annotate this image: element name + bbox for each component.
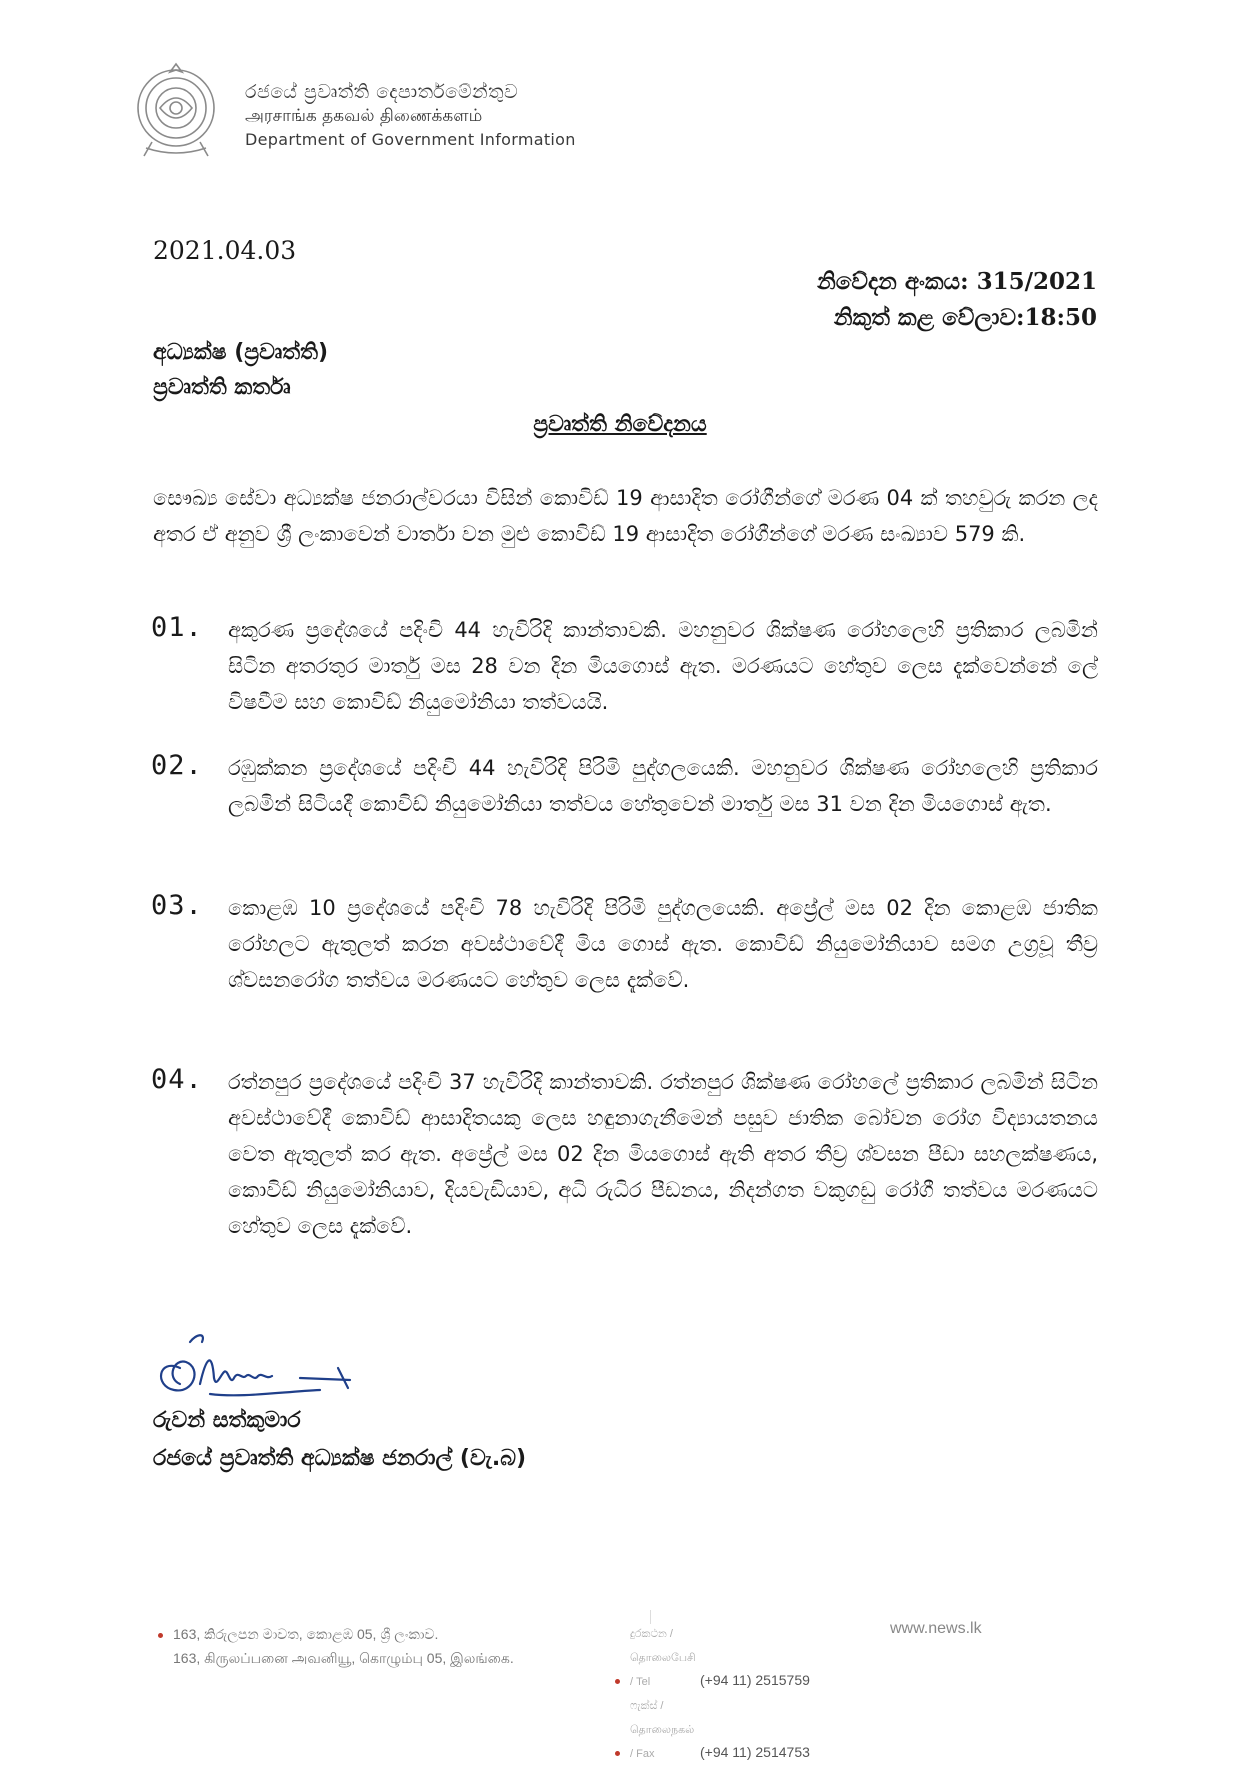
address-sinhala: 163, කිරුලපන මාවත, කොළඹ 05, ශ්‍රී ලංකාව.: [173, 1626, 439, 1642]
document-title-text: ප්‍රවෘත්ති නිවේදනය: [533, 412, 707, 437]
bullet-icon: [615, 1679, 620, 1684]
item-number: 02.: [151, 750, 203, 781]
item-text: රඹුක්කන ප්‍රදේශයේ පදිංචි 44 හැවිරිදි පිරිමි පුද්ගලයෙකි. මහනුවර ශික්ෂණ රෝහලෙහි ප්‍රතිකාර ලබමින් සිටියදී කොවිඩ් නියුමෝනියා තත්වය හේතුවෙන් මාර්තු මස 31 වන දින මියගොස් ඇත.: [228, 756, 1098, 816]
phone-label: දුරකථන / தொலைபேசி / Tel: [630, 1628, 696, 1688]
item-text: රත්නපුර ප්‍රදේශයේ පදිංචි 37 හැවිරිදි කාන්තාවකි. රත්නපුර ශික්ෂණ රෝහලේ ප්‍රතිකාර ලබමින් සිටින අවස්ථාවේදී කොවිඩ් ආසාදිතයකු ලෙස හඳුනාගැනීමෙන් පසුව ජාතික බෝවන රෝග විද්‍යායතනය වෙත ඇතුලත් කර ඇත. අප්‍රේල් මස 02 දින මියගොස් ඇති අතර තීව්‍ර ශ්වසන පීඩා සහලක්ෂණය, කොවිඩ් නියුමෝනියාව, දියවැඩියාව, අධි රුධිර පීඩනය, නිදන්ගත වකුගඩු රෝගී තත්වය මරණයට හේතුව ලෙස දැක්වේ.: [228, 1070, 1098, 1238]
fax-number: (+94 11) 2514753: [700, 1744, 810, 1760]
item-number: 04.: [151, 1064, 203, 1095]
footer: [150, 1610, 1100, 1760]
document-title: [0, 412, 1240, 437]
department-name-tamil: அரசாங்க தகவல் திணைக்களம்: [245, 106, 483, 126]
footer-contacts: [615, 1622, 810, 1766]
notice-number: නිවේදන අංකය: 315/2021: [817, 268, 1097, 295]
address-tamil: 163, கிருலப்பனை அவனியூ, கொழும்பு 05, இலங்கை.: [173, 1650, 514, 1666]
department-name-sinhala: රජයේ ප්‍රවෘත්ති දෙපාර්තමේන්තුව: [245, 81, 519, 103]
bullet-icon: [615, 1751, 620, 1756]
phone-number: (+94 11) 2515759: [700, 1672, 810, 1688]
letterhead: [130, 58, 690, 168]
recipient-line-2: ප්‍රවෘත්ති කර්තෘ: [153, 375, 291, 400]
item-number: 03.: [151, 890, 203, 921]
handwritten-signature: [150, 1328, 360, 1408]
fax-label: ෆැක්ස් / தொலைநகல் / Fax: [630, 1700, 695, 1760]
item-number: 01.: [151, 612, 203, 643]
intro-paragraph: සෞඛ්‍ය සේවා අධ්‍යක්ෂ ජනරාල්වරයා විසින් කොවිඩ් 19 ආසාදිත රෝගීන්ගේ මරණ 04 ක් තහවුරු කරන ලද අතර ඒ අනුව ශ්‍රී ලංකාවෙන් වාර්තා වන මුළු කොවිඩ් 19 ආසාදිත රෝගීන්ගේ මරණ සංඛ්‍යාව 579 කි.: [153, 486, 1098, 546]
issue-time: නිකුත් කළ වේලාව:18:50: [833, 304, 1097, 331]
signer-title: රජයේ ප්‍රවෘත්ති අධ්‍යක්ෂ ජනරාල් (වැ.බ): [153, 1446, 527, 1471]
department-name-english: Department of Government Information: [245, 130, 576, 149]
item-text: කොළඹ 10 ප්‍රදේශයේ පදිංචි 78 හැවිරිදි පිරිමි පුද්ගලයෙකි. අප්‍රේල් මස 02 දින කොළඹ ජාතික රෝහලට ඇතුලත් කරන අවස්ථාවේදී මිය ගොස් ඇත. කොවිඩ් නියුමෝනියාව සමග උග්‍රවූ තීව්‍ර ශ්වසනරෝග තත්වය මරණයට හේතුව ලෙස දැක්වේ.: [228, 896, 1098, 992]
website-link[interactable]: www.news.lk: [890, 1620, 982, 1637]
item-text: අකුරණ ප්‍රදේශයේ පදිංචි 44 හැවිරිදි කාන්තාවකි. මහනුවර ශික්ෂණ රෝහලෙහි ප්‍රතිකාර ලබමින් සිටින අතරතුර මාර්තු මස 28 වන දින මියගොස් ඇත. මරණයට හේතුව ලෙස දැක්වෙන්නේ ලේ විෂවීම සහ කොවිඩ් නියුමෝනියා තත්වයයි.: [228, 618, 1098, 714]
sri-lanka-emblem-icon: [130, 58, 222, 162]
footer-address: [158, 1622, 514, 1670]
signer-name: රුවන් සත්කුමාර: [153, 1408, 301, 1433]
document-date: 2021.04.03: [153, 236, 297, 265]
bullet-icon: [158, 1633, 163, 1638]
recipient-line-1: අධ්‍යක්ෂ (ප්‍රවෘත්ති): [153, 340, 328, 365]
